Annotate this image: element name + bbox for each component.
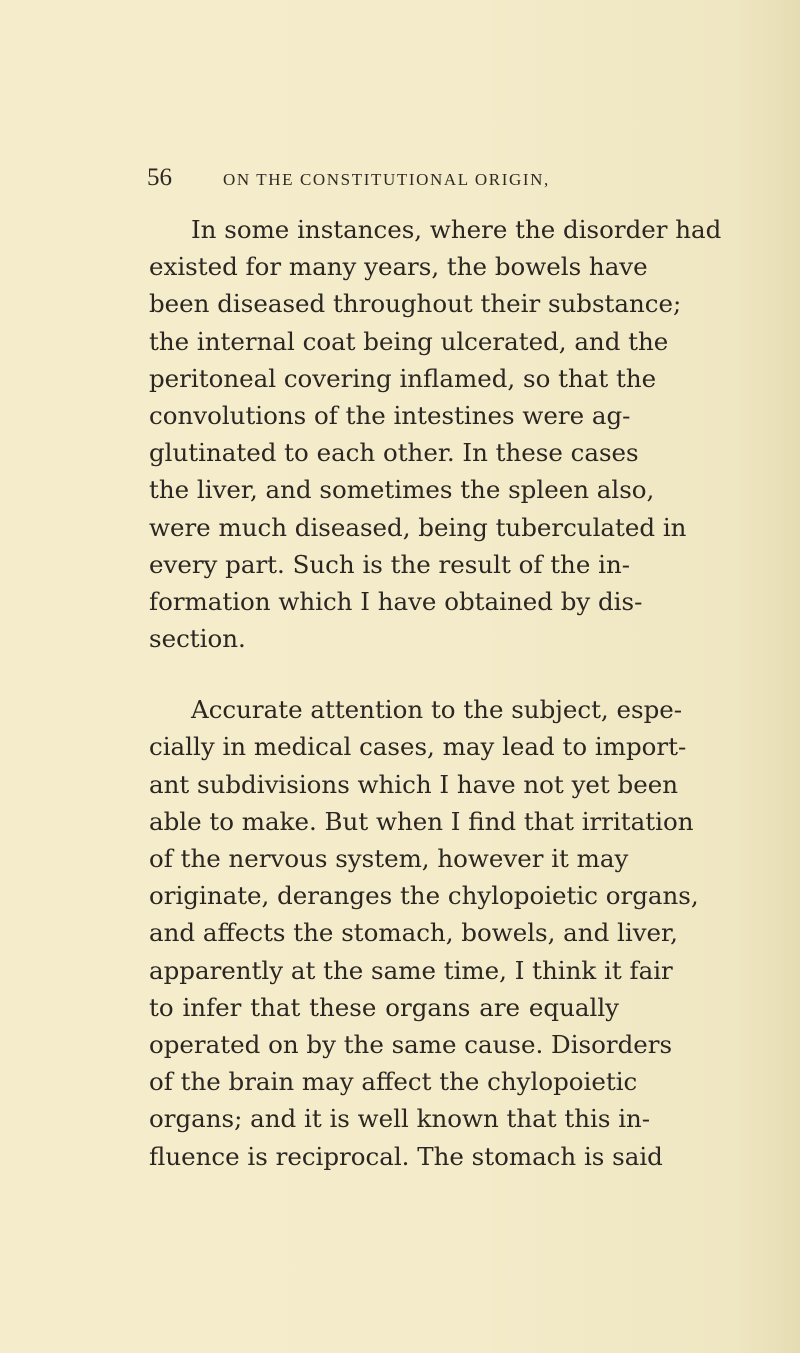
- text-line: to infer that these organs are equally: [149, 992, 619, 1022]
- text-line: of the brain may affect the chylopoietic: [149, 1067, 638, 1097]
- text-line: peritoneal covering inflamed, so that the: [149, 363, 657, 393]
- text-line: of the nervous system, however it may: [149, 844, 629, 873]
- text-line: glutinated to each other. In these cases: [149, 438, 639, 468]
- text-line: section.: [149, 624, 246, 654]
- text-line: able to make. But when I find that irritation: [149, 806, 694, 836]
- paragraph-gap: [149, 657, 619, 691]
- text-line: operated on by the same cause. Disorders: [149, 1029, 673, 1059]
- page-number: 56: [147, 164, 172, 191]
- paragraph-1: [149, 211, 722, 657]
- text-line: organs; and it is well known that this in-: [149, 1104, 651, 1134]
- paragraph-2: [149, 691, 699, 1174]
- text-line: every part. Such is the result of the in-: [149, 549, 631, 579]
- text-line: ant subdivisions which I have not yet been: [149, 769, 678, 799]
- text-line: In some instances, where the disorder had: [191, 215, 722, 244]
- text-line: originate, deranges the chylopoietic organs,: [149, 881, 699, 911]
- text-line: the internal coat being ulcerated, and the: [149, 326, 669, 356]
- text-line: convolutions of the intestines were ag-: [149, 400, 631, 430]
- text-line: formation which I have obtained by dis-: [149, 586, 643, 616]
- text-line: and affects the stomach, bowels, and liver,: [149, 918, 678, 948]
- text-line: fluence is reciprocal. The stomach is said: [149, 1141, 663, 1171]
- text-line: apparently at the same time, I think it fair: [149, 955, 673, 985]
- body-text: [149, 211, 722, 1175]
- text-line: were much diseased, being tuberculated in: [149, 512, 687, 542]
- text-line: cially in medical cases, may lead to import-: [149, 732, 687, 762]
- text-line: been diseased throughout their substance;: [149, 289, 682, 319]
- text-line: Accurate attention to the subject, espe-: [191, 695, 683, 725]
- running-title: ON THE CONSTITUTIONAL ORIGIN,: [223, 170, 550, 189]
- text-line: the liver, and sometimes the spleen also,: [149, 475, 655, 505]
- running-head: [147, 164, 617, 196]
- text-line: existed for many years, the bowels have: [149, 252, 648, 282]
